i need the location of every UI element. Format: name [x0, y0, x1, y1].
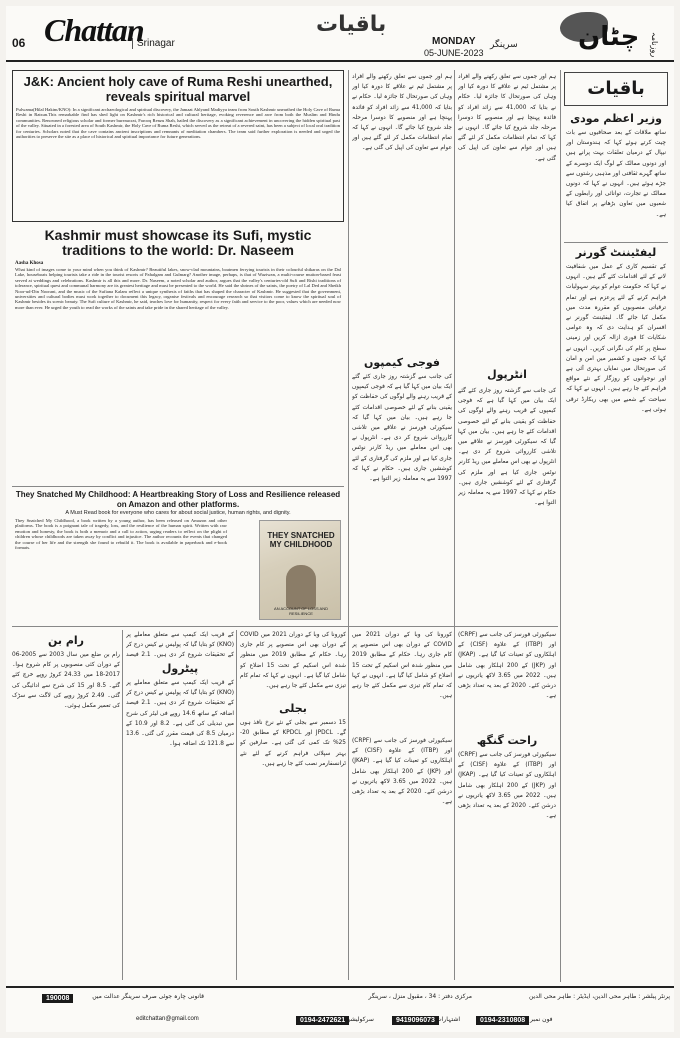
office-address: مرکزی دفتر : 34 ، مقبول منزل ، سرینگر [368, 993, 472, 1000]
legal-note: قانونی چارہ جوئی صرف سرینگر عدالت میں [92, 993, 204, 1000]
byline: Aasha Khosa [15, 261, 44, 266]
circulation-label: سرکولیشن [346, 1016, 374, 1023]
headline-ram-ban: رام بن [47, 634, 85, 647]
logo-urdu [558, 10, 670, 58]
urdu-column: ہم اور جموں سے تعلق رکھنے والے افراد پر مشتمل ٹیم نے علاقے کا دورہ کیا اور وہاں کی صورتحال کا جائزہ لیا۔ حکام نے بتایا کہ 41,000 سے زائد افراد کو فائدہ پہنچا ہے اور منصوبے کا دوسرا مرحلہ جلد شروع کیا جائے گا۔ انہوں نے کہا کہ تمام انتظامات مکمل کر لئے گئے ہیں اور عوام سے تعاون کی اپیل کی گئی ہے۔ [352, 74, 452, 152]
day: MONDAY [432, 36, 476, 47]
subheadline: A Must Read book for everyone who cares for about social justice, human rights, and dignity. [65, 510, 291, 516]
headline-lg: لیفٹیننٹ گورنر [575, 246, 657, 259]
headline-rahmat: راحت گنگھ [476, 734, 538, 747]
headline-interpol: انٹرپول [487, 368, 527, 381]
headline: J&K: Ancient holy cave of Ruma Reshi unearthed, reveals spiritual marvel [23, 74, 333, 104]
english-section [12, 70, 344, 622]
urdu-column: کورونا کی وبا کے دوران 2021 میں COVID کے دوران بھی اس منصوبے پر کام جاری رہا۔ حکام کے مطابق 2019 میں منظور شدہ اس اسکیم کے تحت 15 اضلاع کو شامل کیا گیا ہے۔ انہوں نے کہا کہ تمام کام تیزی سے مکمل کئے جا رہے ہیں۔ [352, 632, 452, 700]
urdu-column: سیکیورٹی فورسز کی جانب سے (CRPF) اور (ITBP) کے علاوہ (CISF) کے اہلکاروں کو تعینات کیا گیا ہے۔ (JKAP) اور (JKP) کے 200 اہلکار بھی شامل ہیں۔ 2022 میں 3.65 لاکھ یاتریوں نے درشن کئے۔ 2020 کے بعد یہ تعداد بڑھی ہے۔ [458, 632, 556, 700]
urdu-column: کی جانب سے گزشتہ روز جاری کئے گئے ایک بیان میں کہا گیا ہے کہ فوجی کیمپوں کے قریب رہنے والے لوگوں کی حفاظت کو یقینی بنانے کے لئے خصوصی اقدامات کئے جا رہے ہیں۔ بیان میں کہا گیا کہ سیکورٹی فورسز نے علاقے میں تلاشی کارروائی شروع کر دی ہے۔ انٹرپول نے بھی اس معاملے میں ریڈ کارنر نوٹس جاری کیا ہے اور ملزم کی گرفتاری کے لئے کوششیں جاری ہیں۔ حکام نے کہا کہ 1997 سے یہ معاملہ زیر التوا ہے۔ [458, 388, 556, 507]
date: 05-JUNE-2023 [424, 48, 484, 58]
urdu-column: کے تقسیم کاری کے عمل میں شفافیت لانے کے لئے اقدامات کئے گئے ہیں۔ انہوں نے کہا کہ حکومت عوام کو بہتر سہولیات فراہم کرنے کے لئے پرعزم ہے اور تمام ترقیاتی منصوبوں کو مقررہ مدت میں مکمل کیا جائے گا۔ لیفٹیننٹ گورنر نے افسران کو ہدایت دی کہ وہ عوامی شکایات کا فوری ازالہ کریں اور زمینی سطح پر کام کی نگرانی کریں۔ انہوں نے کہا کہ جموں و کشمیر میں امن و امان کی صورتحال میں نمایاں بہتری آئی ہے اور نوجوانوں کو روزگار کے نئے مواقع فراہم کئے جا رہے ہیں۔ انہوں نے کہا کہ سیاحت کے شعبے میں بھی ریکارڈ ترقی ہوئی ہے۔ [566, 264, 666, 413]
ads-phone: 9419096073 [392, 1016, 439, 1025]
headline-bijli: بجلی [279, 702, 307, 715]
newspaper-page [6, 6, 674, 1032]
masthead [6, 6, 674, 62]
child-figure-icon [286, 565, 316, 609]
daily-label: روزنامہ [650, 32, 659, 58]
section-title-urdu: باقیات [316, 12, 387, 37]
article-sufi-traditions [12, 226, 344, 482]
column-rule [122, 630, 123, 980]
book-title: THEY SNATCHED MY CHILDHOOD [267, 531, 335, 549]
book-cover-image [259, 520, 341, 620]
logo-urdu-text: چٹان [578, 22, 640, 52]
email-address: editchattan@gmail.com [136, 1016, 199, 1022]
urdu-column: کے قریب ایک کیمپ سے متعلق معاملے پر (KNO) کو بتایا گیا کہ پولیس نے کیس درج کر کے تحقیقات شروع کر دی ہیں۔ 2.1 فیصد اضافہ کے ساتھ 14.6 روپے فی لیٹر کی شرح میں تبدیلی کی گئی ہے۔ 8.2 اور 10.9 کے درمیان 8.5 کی قیمت مقرر کی گئی۔ 13.6 سے 121.8 تک اضافہ ہوا۔ [126, 680, 234, 748]
article-book-release [12, 486, 344, 622]
column-rule [236, 630, 237, 980]
article-ruma-reshi [12, 70, 344, 222]
urdu-column: کورونا کی وبا کے دوران 2021 میں COVID کے دوران بھی اس منصوبے پر کام جاری رہا۔ حکام کے مطابق 2019 میں منظور شدہ اس اسکیم کے تحت 15 اضلاع کو شامل کیا گیا ہے۔ انہوں نے کہا کہ تمام کام تیزی سے مکمل کئے جا رہے ہیں۔ [240, 632, 346, 690]
divider [564, 242, 668, 243]
urdu-column: سیکیورٹی فورسز کی جانب سے (CRPF) اور (ITBP) کے علاوہ (CISF) کے اہلکاروں کو تعینات کیا گیا ہے۔ (JKAP) اور (JKP) کے 200 اہلکار بھی شامل ہیں۔ 2022 میں 3.65 لاکھ یاتریوں نے درشن کئے۔ 2020 کے بعد یہ تعداد بڑھی ہے۔ [352, 738, 452, 806]
phone-number: 0194-2310808 [476, 1016, 529, 1025]
page-number: 06 [12, 36, 26, 50]
headline-fauj: فوجی کیمپوں [363, 356, 441, 369]
column-rule [348, 70, 349, 980]
urdu-column: رام بن ضلع میں سال 2003 سے 2005-06 کے دوران کئی منصوبوں پر کام شروع ہوا۔ 2017-18 میں 24.33 کروڑ روپے خرچ کئے گئے۔ 8.5 اور 15 کی شرح سے ادائیگی کی گئی۔ 2.49 کروڑ روپے کی لاگت سے سڑک کی تعمیر مکمل ہوئی۔ [12, 652, 120, 710]
column-rule [454, 70, 455, 980]
headline-petrol: پیٹرول [161, 662, 199, 675]
article-body: What kind of images come to your mind when you think of Kashmir? Beautiful lakes, snow-clad mountains, boatmen ferrying tourists in their colourful shikaras on the Dal Lake, houseboats helping tourists take a ride in the tourist resorts of Pahalgam and Gulmarg? Another image, perhaps, is that of Waziwan, a multi-course mutton-based feast served at weddings and celebrations. Kashmir is all this and more. Dr. Naseem, a noted scholar and author, argues that the valley's centuries-old Sufi and Rishi traditions of tolerance, spiritual quest and communal harmony are its greatest heritage and must be presented to the world. He said the shrines of the saints, the poetry of Lal Ded and Sheikh Noor-ud-Din Noorani, and the music of the Sufiana Kalam reflect a unique synthesis of faiths that has shaped the character of Kashmir. He suggested that the government, universities and cultural bodies must work together to document this legacy, organise festivals and encourage research so that visitors come to know the spiritual soul of Kashmir besides its scenic beauty. The Sufi culture of Kashmir, he said, teaches love for humanity, respect for every faith and service to the poor, values which are needed now more than ever. He urged the youth to read the works of the saints and take pride in the shared heritage of the valley. [15, 267, 341, 310]
city-urdu: سرینگر [490, 40, 518, 50]
urdu-column: ساتھ ملاقات کے بعد صحافیوں سے بات چیت کرتے ہوئے کہا کہ ہندوستان اور نیپال کے درمیان تعلقات بہت پرانے ہیں اور دونوں ممالک کے لوگ ایک دوسرے کے ساتھ گہرے ثقافتی اور مذہبی رشتوں سے جڑے ہوئے ہیں۔ انہوں نے کہا کہ دونوں ممالک نے تجارت، توانائی اور رابطوں کے شعبوں میں تعاون بڑھانے پر اتفاق کیا ہے۔ [566, 130, 666, 218]
urdu-column: کے قریب ایک کیمپ سے متعلق معاملے پر (KNO) کو بتایا گیا کہ پولیس نے کیس درج کر کے تحقیقات شروع کر دی ہیں۔ 2.1 فیصد [126, 632, 234, 659]
divider [12, 626, 558, 627]
printer-info: پرنٹر پبلشر : طاہر محی الدین، ایڈیٹر : طاہر محی الدین [528, 993, 670, 1000]
headline: Kashmir must showcase its Sufi, mystic traditions to the world: Dr. Naseem [44, 227, 312, 258]
urdu-column: سیکیورٹی فورسز کی جانب سے (CRPF) اور (ITBP) کے علاوہ (CISF) کے اہلکاروں کو تعینات کیا گیا ہے۔ (JKAP) اور (JKP) کے 200 اہلکار بھی شامل ہیں۔ 2022 میں 3.65 لاکھ یاتریوں نے درشن کئے۔ 2020 کے بعد یہ تعداد بڑھی ہے۔ [458, 752, 556, 820]
imprint-footer [6, 986, 674, 1032]
ads-label: اشتہارات [436, 1016, 461, 1023]
circulation-phone: 0194-2472621 [296, 1016, 349, 1025]
logo-english: Chattan [44, 12, 144, 48]
headline-wazir: وزیر اعظم مودی [570, 112, 662, 125]
section-box-title: باقیات [564, 72, 668, 106]
urdu-column: ہم اور جموں سے تعلق رکھنے والے افراد پر مشتمل ٹیم نے علاقے کا دورہ کیا اور وہاں کی صورتحال کا جائزہ لیا۔ حکام نے بتایا کہ 41,000 سے زائد افراد کو فائدہ پہنچا ہے اور منصوبے کا دوسرا مرحلہ جلد شروع کیا جائے گا۔ انہوں نے کہا کہ تمام انتظامات مکمل کر لئے گئے ہیں اور عوام سے تعاون کی اپیل کی گئی ہے۔ [458, 74, 556, 162]
book-caption: AN ACCOUNT OF LOSS AND RESILIENCE [274, 606, 328, 616]
phone-label: فون نمبر [530, 1016, 553, 1023]
urdu-column: 15 دسمبر سے بجلی کے نئے نرخ نافذ ہوں گے۔ JPDCL اور KPDCL کے مطابق 20-25% تک کمی کی گئی ہے۔ صارفین کو بہتر سپلائی فراہم کرنے کے لئے نئے ٹرانسفارمر نصب کئے جا رہے ہیں۔ [240, 720, 346, 767]
dateline [424, 36, 484, 59]
pin-code: 190008 [42, 994, 73, 1003]
article-body: Pulwama(Hilal Hakim/KNO): In a significant archaeological and spiritual discovery, the Jamaat Ahlyand Madiyya team from South Kashmir unearthed the Holy Cave of Ruma Reshi in Ratsun.This remarkable find has shed light on Kashmir's rich historical and cultural heritage, evoking reverence and awe from both the Muslim and Hindu communities. Renowned religious scholar and former bureaucrat, Farooq Renzu Shah, hailed the discovery as a significant achievement in uncovering the hidden spiritual past of the valley. Situated in a forested area of South Kashmir, the Holy Cave of Ruma Reshi, which served as the retreat of a revered saint, has been a subject of local oral tradition for centuries. Scholars noted that the cave contains ancient inscriptions and remnants of meditation chambers. The team said further exploration is needed and urged the authorities to preserve the site as a place of historical and spiritual importance for future generations. [16, 107, 340, 140]
article-body: They Snatched My Childhood, a book written by a young author, has been released on Amazon and other platforms. The book is a poignant tale of tragedy, loss, and the resilience of the human spirit. Written with raw emotion and honesty, the book is both a memoir and a call to action, urging readers to reflect on the plight of children whose childhoods are taken away by conflict and injustice. The author recounts the events that changed the course of her life and the strength she found to rebuild it. The book is available in paperback and e-book formats. [15, 518, 227, 551]
urdu-column: کی جانب سے گزشتہ روز جاری کئے گئے ایک بیان میں کہا گیا ہے کہ فوجی کیمپوں کے قریب رہنے والے لوگوں کی حفاظت کو یقینی بنانے کے لئے خصوصی اقدامات کئے جا رہے ہیں۔ بیان میں کہا گیا کہ سیکورٹی فورسز نے علاقے میں تلاشی کارروائی شروع کر دی ہے۔ انٹرپول نے بھی اس معاملے میں ریڈ کارنر نوٹس جاری کیا ہے اور ملزم کی گرفتاری کے لئے کوششیں جاری ہیں۔ حکام نے کہا کہ 1997 سے یہ معاملہ زیر التوا ہے۔ [352, 374, 452, 483]
column-rule [560, 70, 561, 982]
headline: They Snatched My Childhood: A Heartbreaking Story of Loss and Resilience released on Amazon and other platforms. [15, 490, 341, 509]
city-english: Srinagar [132, 38, 175, 49]
